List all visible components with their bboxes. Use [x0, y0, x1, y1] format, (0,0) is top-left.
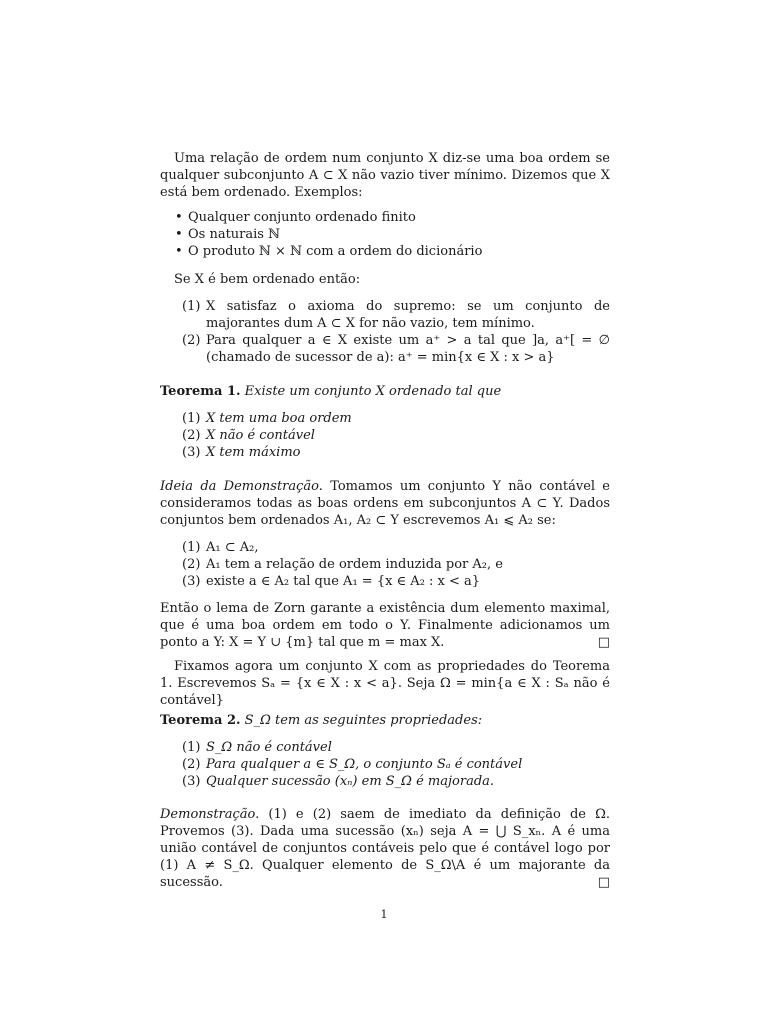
list-item: (2) Para qualquer a ∈ S_Ω, o conjunto Sₐ é contável: [182, 757, 523, 772]
fix-paragraph: Fixamos agora um conjunto X com as propriedades do Teorema 1. Escrevemos Sₐ = {x ∈ X : x < a}. Seja Ω = min{a ∈ X : Sₐ não é contável}: [160, 659, 610, 708]
proof-2: [160, 806, 610, 891]
list-item: (2) X não é contável: [182, 428, 315, 443]
proof-1-conclusion: Então o lema de Zorn garante a existência dum elemento maximal, que é uma boa ordem em todo o Y. Finalmente adicionamos um ponto a Y: X = Y ∪ {m} tal que m = max X.: [160, 601, 610, 650]
theorem-2-list: [160, 739, 610, 790]
proof-1-heading: Ideia da Demonstração.: [160, 479, 323, 494]
intro-paragraph: Uma relação de ordem num conjunto X diz-se uma boa ordem se qualquer subconjunto A ⊂ X não vazio tiver mínimo. Dizemos que X está bem ordenado. Exemplos:: [160, 151, 610, 200]
list-item: (1) X tem uma boa ordem: [182, 411, 352, 426]
properties-list-section: [160, 298, 610, 366]
list-item: (3) existe a ∈ A₂ tal que A₁ = {x ∈ A₂ : x < a}: [182, 574, 481, 589]
theorem-1: [160, 383, 610, 400]
list-item: (1) X satisfaz o axioma do supremo: se um conjunto de majorantes dum A ⊂ X for não vazio, tem mínimo.: [182, 299, 610, 331]
theorem-2-list-section: [160, 739, 610, 790]
theorem-2-heading: Teorema 2.: [160, 713, 241, 728]
list-item: (2) A₁ tem a relação de ordem induzida por A₂, e: [182, 557, 503, 572]
proof-1-conclusion-section: [160, 600, 610, 651]
properties-section: [160, 271, 610, 288]
list-item: (3) Qualquer sucessão (xₙ) em S_Ω é majorada.: [182, 774, 495, 789]
list-item: (3) X tem máximo: [182, 445, 301, 460]
theorem-1-statement: Existe um conjunto X ordenado tal que: [244, 384, 502, 399]
theorem-1-heading: Teorema 1.: [160, 384, 241, 399]
theorem-2-statement: S_Ω tem as seguintes propriedades:: [244, 713, 483, 728]
fix-section: [160, 658, 610, 709]
theorem-1-list-section: [160, 410, 610, 461]
examples-list-section: [160, 209, 610, 260]
qed-symbol: □: [597, 875, 610, 890]
list-item: • Os naturais ℕ: [188, 226, 610, 243]
qed-symbol: □: [597, 635, 610, 650]
intro-section: [160, 150, 610, 201]
list-item: • O produto ℕ × ℕ com a ordem do dicionário: [188, 243, 610, 260]
properties-lead: Se X é bem ordenado então:: [174, 272, 361, 287]
page-number: 1: [380, 908, 388, 921]
proof-2-heading: Demonstração.: [160, 807, 260, 822]
properties-list: [160, 298, 610, 366]
proof-1-list-section: [160, 539, 610, 590]
list-item: (1) S_Ω não é contável: [182, 740, 332, 755]
examples-list: [160, 209, 610, 260]
proof-2-text: (1) e (2) saem de imediato da definição de Ω. Provemos (3). Dada uma sucessão (xₙ) seja A = ⋃ S_xₙ. A é uma união contável de conjuntos contáveis pelo que é contável logo por (1) A ≠ S_Ω. Qualquer elemento de S_Ω\A é um majorante da sucessão.: [160, 807, 610, 890]
list-item: (1) A₁ ⊂ A₂,: [182, 540, 259, 555]
theorem-1-list: [160, 410, 610, 461]
theorem-2: [160, 712, 610, 729]
proof-1: [160, 478, 610, 529]
list-item: • Qualquer conjunto ordenado finito: [188, 209, 610, 226]
proof-1-text: Tomamos um conjunto Y não contável e consideramos todas as boas ordens em subconjuntos A ⊂ Y. Dados conjuntos bem ordenados A₁, A₂ ⊂ Y escrevemos A₁ ⩽ A₂ se:: [160, 479, 610, 528]
list-item: (2) Para qualquer a ∈ X existe um a⁺ > a tal que ]a, a⁺[ = ∅ (chamado de sucessor de a): a⁺ = min{x ∈ X : x > a}: [182, 333, 610, 365]
proof-1-list: [160, 539, 610, 590]
